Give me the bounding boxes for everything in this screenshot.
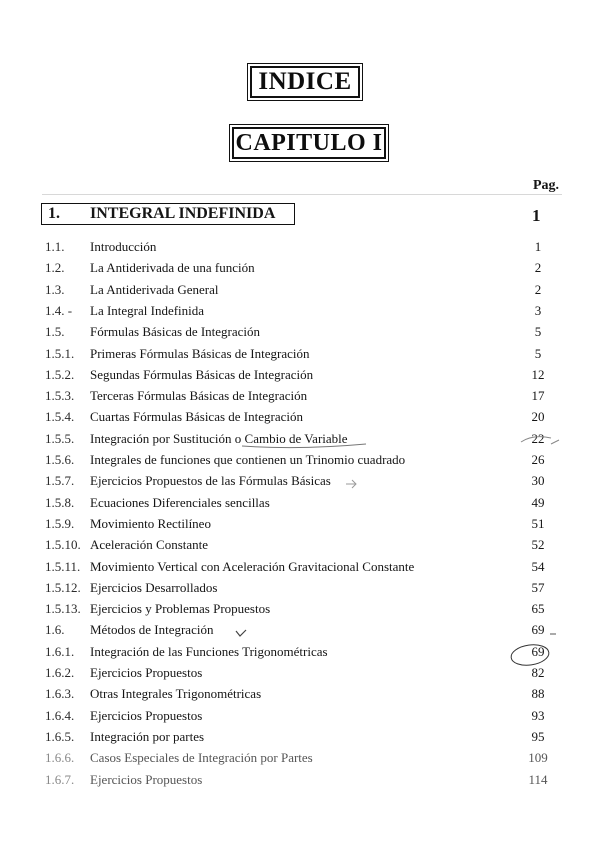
toc-entry-title: Integración por partes (90, 728, 205, 744)
toc-entry-page: 109 (528, 750, 548, 766)
toc-entry-num: 1.5.9. (45, 515, 75, 531)
toc-entry-title: Fórmulas Básicas de Integración (90, 324, 261, 340)
toc-entry-num: 1.5.1. (45, 345, 75, 361)
toc-entry-page: 88 (531, 686, 545, 702)
toc-entry-title: Cuartas Fórmulas Básicas de Integración (90, 409, 303, 425)
toc-entry-page: 69 (531, 622, 545, 638)
toc-entry-page: 52 (531, 537, 545, 553)
pen-mark-circle-22 (515, 430, 565, 454)
toc-entry-title: Ejercicios Propuestos (90, 665, 203, 680)
toc-entry-num: 1.5.4. (45, 409, 75, 425)
toc-entry-title: Métodos de Integración (90, 622, 214, 638)
toc-entry-num: 1.5.11. (45, 558, 81, 574)
toc-entry (0, 599, 600, 619)
toc-entry-page: 93 (531, 707, 545, 723)
toc-entry-num: 1.6.4. (45, 707, 75, 723)
toc-entry-page: 57 (531, 579, 545, 595)
toc-entry-num: 1.3. (45, 281, 65, 297)
toc-entry-num: 1.5.13. (45, 601, 81, 617)
toc-entry-num: 1.5.7. (45, 473, 75, 489)
toc-entry (0, 322, 600, 342)
toc-entry-title: La Antiderivada de una función (90, 260, 255, 276)
toc-entry-title: Movimiento Vertical con Aceleración Gravitacional Constante (90, 558, 415, 574)
toc-entry-page: 26 (531, 452, 545, 467)
toc-entry-num: 1.5.8. (45, 494, 75, 510)
toc-entry-title: Ejercicios Propuestos de las Fórmulas Básicas (90, 473, 331, 489)
toc-entry-title: Ejercicios Propuestos (90, 707, 203, 723)
toc-entry (0, 344, 600, 364)
toc-entry-title: Integrales de funciones que contienen un Trinomio cuadrado (90, 452, 406, 467)
toc-entry-title: Ejercicios Propuestos (90, 771, 203, 787)
toc-entry-title: La Antiderivada General (90, 281, 219, 297)
toc-entry-title: Introducción (90, 239, 157, 254)
pen-mark-arrow (344, 478, 360, 490)
toc-entry (0, 578, 600, 598)
pen-mark-tick (548, 630, 558, 638)
toc-entry (0, 557, 600, 577)
toc-entry-page: 17 (531, 388, 545, 404)
toc-entry (0, 535, 600, 555)
toc-entry-title: Primeras Fórmulas Básicas de Integración (90, 345, 310, 361)
toc-entry (0, 386, 600, 406)
toc-entry-page: 5 (534, 345, 542, 361)
toc-entry (0, 471, 600, 491)
toc-entry-page: 95 (531, 728, 545, 744)
toc-entry-page: 114 (528, 771, 548, 787)
toc-entry-title: Ecuaciones Diferenciales sencillas (90, 494, 270, 510)
toc-entry-page: 65 (531, 601, 545, 617)
toc-entry-page: 2 (534, 260, 542, 276)
toc-entry (0, 301, 600, 321)
toc-entry-page: 82 (531, 665, 545, 680)
pen-mark-underline (240, 436, 370, 450)
toc-entry-title: Ejercicios Desarrollados (90, 579, 218, 595)
toc-entry (0, 258, 600, 278)
toc-entry-page: 49 (531, 494, 545, 510)
toc-entry-page: 1 (534, 239, 542, 254)
toc-entry-title: Ejercicios y Problemas Propuestos (90, 601, 271, 617)
toc-entry-title: Integración por Sustitución o Cambio de Variable (90, 430, 348, 446)
toc-entry-num: 1.6.2. (45, 665, 75, 680)
toc-entry-page: 5 (534, 324, 542, 340)
toc-entry-num: 1.6. (45, 622, 65, 638)
toc-entry (0, 450, 600, 470)
section-number: 1. (48, 205, 60, 222)
toc-entry-page: 51 (531, 515, 545, 531)
toc-entry-num: 1.6.6. (45, 750, 75, 766)
toc-entry-num: 1.5. (45, 324, 65, 340)
toc-entry (0, 748, 600, 768)
toc-entry-num: 1.6.7. (45, 771, 75, 787)
toc-entry-page: 54 (531, 558, 545, 574)
toc-entry-title: Casos Especiales de Integración por Partes (90, 750, 313, 766)
toc-entry-page: 20 (531, 409, 545, 425)
toc-entry-num: 1.5.12. (45, 579, 81, 595)
toc-entry-page: 30 (531, 473, 545, 489)
toc-entry-page: 12 (531, 366, 545, 382)
toc-entry-num: 1.5.10. (45, 537, 81, 553)
section-heading (41, 203, 295, 225)
toc-entry-title: Integración de las Funciones Trigonométricas (90, 643, 328, 659)
toc-entry-num: 1.1. (45, 239, 65, 254)
chapter-title: CAPITULO I (232, 127, 386, 159)
index-title: INDICE (250, 66, 360, 98)
toc-entry-num: 1.6.5. (45, 728, 75, 744)
page-column-label: Pag. (533, 178, 560, 193)
toc-entry (0, 280, 600, 300)
toc-entry-page: 2 (534, 281, 542, 297)
toc-entry (0, 684, 600, 704)
toc-entry-num: 1.5.6. (45, 452, 75, 467)
toc-entry-page: 69 (531, 643, 545, 659)
toc-entry-title: Terceras Fórmulas Básicas de Integración (90, 388, 308, 404)
toc-entry (0, 493, 600, 513)
toc-entry-num: 1.5.2. (45, 366, 75, 382)
pen-mark-circle-69 (508, 642, 552, 668)
toc-entry-page: 22 (531, 430, 545, 446)
toc-entry (0, 706, 600, 726)
toc-entry (0, 365, 600, 385)
section-title: INTEGRAL INDEFINIDA (90, 205, 276, 222)
toc-entry (0, 237, 600, 257)
toc-entry-title: Otras Integrales Trigonométricas (90, 686, 262, 702)
toc-entry (0, 514, 600, 534)
toc-entry-num: 1.6.3. (45, 686, 75, 702)
toc-entry-num: 1.5.3. (45, 388, 75, 404)
toc-entry (0, 620, 600, 640)
toc-entry-num: 1.6.1. (45, 643, 75, 659)
toc-entry-title: La Integral Indefinida (90, 302, 205, 318)
divider (42, 194, 562, 195)
section-page-number: 1 (532, 206, 541, 225)
toc-entry-title: Segundas Fórmulas Básicas de Integración (90, 366, 314, 382)
toc-entry-num: 1.5.5. (45, 430, 75, 446)
toc-entry-page: 3 (534, 302, 542, 318)
toc-entry-num: 1.2. (45, 260, 65, 276)
toc-entry-num: 1.4. - (45, 302, 73, 318)
toc-entry (0, 770, 600, 790)
toc-entry-title: Movimiento Rectilíneo (90, 515, 211, 531)
pen-mark-check (234, 628, 248, 638)
toc-entry-title: Aceleración Constante (90, 537, 209, 553)
toc-entry (0, 407, 600, 427)
toc-entry (0, 727, 600, 747)
